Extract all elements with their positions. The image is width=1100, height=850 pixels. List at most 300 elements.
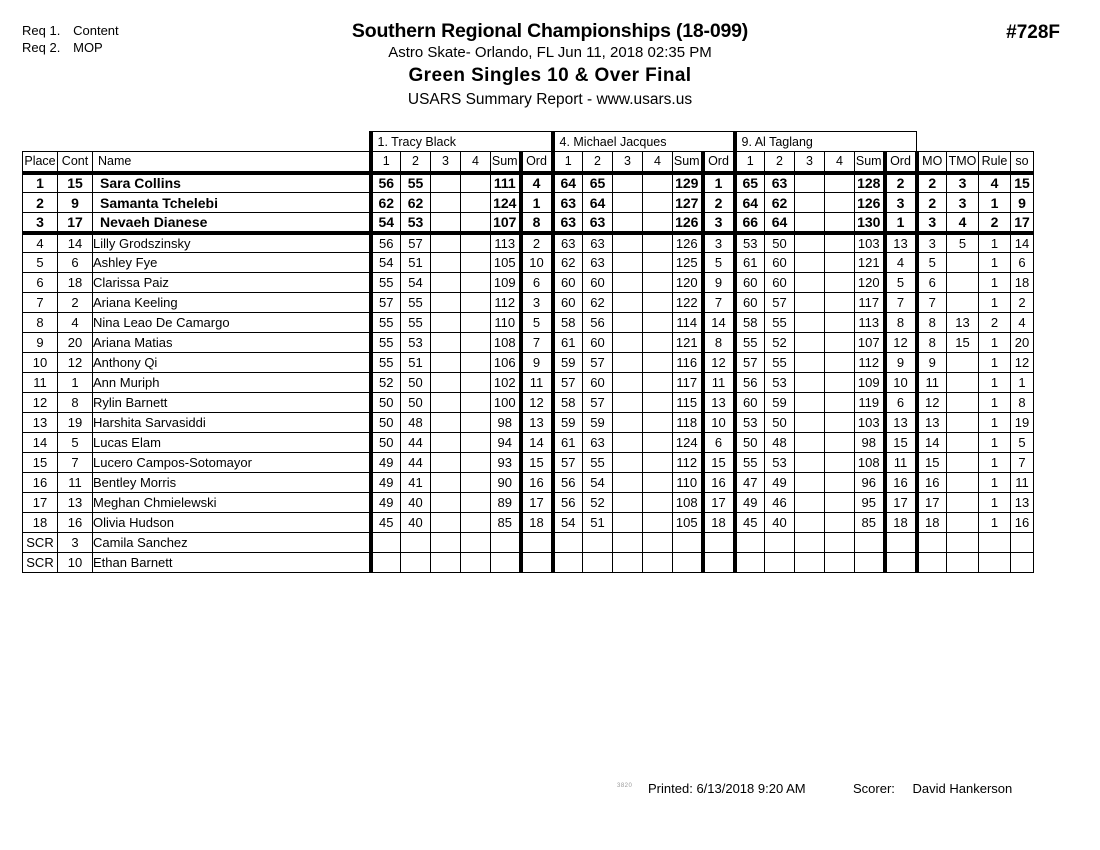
table-row[interactable]: [23, 493, 1034, 513]
col-header-j3-s2: 2: [765, 152, 795, 173]
cell-judge2-score3: [613, 553, 643, 573]
judge-3-name: 9. Al Taglang: [735, 132, 917, 152]
cell-mo: 6: [917, 273, 947, 293]
cell-judge3-score2: 46: [765, 493, 795, 513]
cell-judge2-score3: [613, 273, 643, 293]
cell-judge3-score1: 56: [735, 373, 765, 393]
cell-judge2-score1: 56: [553, 473, 583, 493]
cell-place: 10: [23, 353, 58, 373]
cell-judge3-score1: 60: [735, 293, 765, 313]
cell-judge3-score1: 60: [735, 273, 765, 293]
cell-so: 13: [1011, 493, 1034, 513]
cell-rule: 1: [979, 233, 1011, 253]
cell-judge3-ord: 15: [885, 433, 917, 453]
cell-judge1-sum: 94: [491, 433, 521, 453]
cell-so: 19: [1011, 413, 1034, 433]
cell-judge3-score1: 47: [735, 473, 765, 493]
cell-judge3-score3: [795, 193, 825, 213]
table-row[interactable]: [23, 533, 1034, 553]
cell-name: Anthony Qi: [93, 353, 371, 373]
cell-judge1-sum: 102: [491, 373, 521, 393]
cell-judge1-score4: [461, 473, 491, 493]
cell-so: 1: [1011, 373, 1034, 393]
cell-judge3-score2: 53: [765, 453, 795, 473]
cell-mo: 17: [917, 493, 947, 513]
cell-cont: 17: [58, 213, 93, 233]
col-header-j1-s2: 2: [401, 152, 431, 173]
cell-tmo: [947, 413, 979, 433]
cell-rule: 1: [979, 433, 1011, 453]
cell-judge1-sum: [491, 553, 521, 573]
cell-judge3-score4: [825, 453, 855, 473]
cell-judge1-score3: [431, 313, 461, 333]
cell-judge2-score4: [643, 253, 673, 273]
cell-judge2-sum: 121: [673, 333, 703, 353]
cell-judge3-score4: [825, 353, 855, 373]
cell-judge2-score3: [613, 533, 643, 553]
cell-judge2-ord: 12: [703, 353, 735, 373]
cell-judge1-sum: 124: [491, 193, 521, 213]
cell-rule: [979, 533, 1011, 553]
cell-judge3-sum: 130: [855, 213, 885, 233]
cell-judge2-ord: 18: [703, 513, 735, 533]
cell-judge3-ord: 5: [885, 273, 917, 293]
cell-judge3-score1: 66: [735, 213, 765, 233]
cell-judge1-sum: 105: [491, 253, 521, 273]
cell-judge2-score3: [613, 453, 643, 473]
cell-judge3-score1: 55: [735, 453, 765, 473]
cell-name: Ariana Matias: [93, 333, 371, 353]
cell-judge1-ord: 5: [521, 313, 553, 333]
cell-judge2-sum: 115: [673, 393, 703, 413]
cell-so: 20: [1011, 333, 1034, 353]
cell-judge1-score2: 44: [401, 453, 431, 473]
results-sheet: [22, 131, 1034, 573]
cell-judge3-score4: [825, 313, 855, 333]
cell-judge1-score1: 50: [371, 393, 401, 413]
col-header-cont: Cont: [58, 152, 93, 173]
cell-judge2-sum: 118: [673, 413, 703, 433]
cell-tmo: 5: [947, 233, 979, 253]
cell-judge2-score4: [643, 233, 673, 253]
cell-judge1-score3: [431, 373, 461, 393]
cell-judge3-sum: 107: [855, 333, 885, 353]
cell-name: Samanta Tchelebi: [93, 193, 371, 213]
cell-judge2-ord: 3: [703, 233, 735, 253]
cell-judge1-score3: [431, 173, 461, 193]
cell-judge3-score3: [795, 513, 825, 533]
cell-judge2-score1: [553, 553, 583, 573]
requirement-2-label: Req: [22, 40, 46, 55]
cell-judge1-score3: [431, 433, 461, 453]
cell-name: Ashley Fye: [93, 253, 371, 273]
cell-judge3-ord: 10: [885, 373, 917, 393]
cell-judge3-sum: 95: [855, 493, 885, 513]
cell-judge2-score2: 55: [583, 453, 613, 473]
cell-judge3-sum: [855, 533, 885, 553]
cell-judge2-score2: 62: [583, 293, 613, 313]
printed-info: [648, 781, 806, 796]
cell-judge2-score1: 63: [553, 233, 583, 253]
cell-judge1-sum: 98: [491, 413, 521, 433]
cell-so: 5: [1011, 433, 1034, 453]
document-number: #728F: [1006, 22, 1060, 43]
cell-judge2-score3: [613, 413, 643, 433]
cell-judge1-sum: 106: [491, 353, 521, 373]
cell-judge3-score1: 55: [735, 333, 765, 353]
cell-judge1-ord: 9: [521, 353, 553, 373]
cell-judge1-sum: 110: [491, 313, 521, 333]
cell-judge2-score4: [643, 393, 673, 413]
cell-mo: 14: [917, 433, 947, 453]
cell-place: 3: [23, 213, 58, 233]
cell-judge1-score4: [461, 513, 491, 533]
cell-name: Lucero Campos-Sotomayor: [93, 453, 371, 473]
cell-judge3-score2: 50: [765, 413, 795, 433]
cell-judge3-ord: 7: [885, 293, 917, 313]
cell-mo: 8: [917, 313, 947, 333]
cell-cont: 19: [58, 413, 93, 433]
cell-judge2-score1: 59: [553, 353, 583, 373]
cell-mo: 18: [917, 513, 947, 533]
cell-judge2-sum: 114: [673, 313, 703, 333]
cell-judge1-score2: 57: [401, 233, 431, 253]
cell-judge1-sum: 85: [491, 513, 521, 533]
cell-judge1-sum: 93: [491, 453, 521, 473]
cell-tmo: [947, 493, 979, 513]
cell-judge1-ord: 17: [521, 493, 553, 513]
cell-judge2-ord: 6: [703, 433, 735, 453]
cell-judge1-sum: 107: [491, 213, 521, 233]
col-header-j3-s3: 3: [795, 152, 825, 173]
cell-judge2-score2: 56: [583, 313, 613, 333]
cell-judge3-ord: 1: [885, 213, 917, 233]
cell-tmo: [947, 453, 979, 473]
judge-group-row: [23, 132, 1034, 152]
cell-place: 16: [23, 473, 58, 493]
cell-judge1-score4: [461, 393, 491, 413]
cell-judge1-score4: [461, 193, 491, 213]
table-row[interactable]: [23, 393, 1034, 413]
table-row[interactable]: [23, 233, 1034, 253]
col-header-so: so: [1011, 152, 1034, 173]
table-row[interactable]: [23, 413, 1034, 433]
cell-mo: 2: [917, 193, 947, 213]
cell-judge2-sum: [673, 553, 703, 573]
col-header-j1-s3: 3: [431, 152, 461, 173]
cell-name: Meghan Chmielewski: [93, 493, 371, 513]
cell-cont: 5: [58, 433, 93, 453]
cell-judge2-sum: 129: [673, 173, 703, 193]
cell-judge3-sum: 103: [855, 413, 885, 433]
cell-judge3-score4: [825, 533, 855, 553]
cell-name: Lucas Elam: [93, 433, 371, 453]
cell-judge3-ord: 6: [885, 393, 917, 413]
cell-judge3-score3: [795, 553, 825, 573]
cell-place: 2: [23, 193, 58, 213]
cell-cont: 14: [58, 233, 93, 253]
cell-so: 14: [1011, 233, 1034, 253]
cell-judge3-ord: 9: [885, 353, 917, 373]
cell-judge3-ord: 17: [885, 493, 917, 513]
cell-place: 14: [23, 433, 58, 453]
cell-judge2-ord: 17: [703, 493, 735, 513]
cell-judge2-ord: 3: [703, 213, 735, 233]
cell-judge1-score2: 53: [401, 213, 431, 233]
cell-cont: 15: [58, 173, 93, 193]
cell-judge2-sum: 125: [673, 253, 703, 273]
cell-judge2-score2: 63: [583, 213, 613, 233]
cell-judge3-ord: 13: [885, 233, 917, 253]
col-header-j1-s4: 4: [461, 152, 491, 173]
cell-judge1-score1: 62: [371, 193, 401, 213]
cell-judge2-score1: 57: [553, 453, 583, 473]
cell-rule: 4: [979, 173, 1011, 193]
cell-judge3-score3: [795, 533, 825, 553]
cell-judge2-score2: 52: [583, 493, 613, 513]
cell-place: 12: [23, 393, 58, 413]
cell-judge3-score3: [795, 233, 825, 253]
cell-judge2-score3: [613, 333, 643, 353]
cell-judge2-sum: 126: [673, 213, 703, 233]
col-header-j2-sum: Sum: [673, 152, 703, 173]
cell-judge3-score4: [825, 413, 855, 433]
cell-judge1-score2: 55: [401, 173, 431, 193]
cell-mo: 13: [917, 413, 947, 433]
table-row[interactable]: [23, 313, 1034, 333]
cell-mo: 12: [917, 393, 947, 413]
cell-judge2-ord: 16: [703, 473, 735, 493]
cell-judge2-sum: 122: [673, 293, 703, 313]
cell-mo: [917, 553, 947, 573]
col-header-j3-s4: 4: [825, 152, 855, 173]
table-row[interactable]: [23, 373, 1034, 393]
cell-judge1-score1: 55: [371, 333, 401, 353]
cell-judge3-score3: [795, 433, 825, 453]
cell-place: 17: [23, 493, 58, 513]
cell-judge2-score2: 57: [583, 353, 613, 373]
cell-judge3-score2: 40: [765, 513, 795, 533]
cell-so: 11: [1011, 473, 1034, 493]
col-header-mo: MO: [917, 152, 947, 173]
cell-place: 18: [23, 513, 58, 533]
cell-judge3-score4: [825, 233, 855, 253]
cell-cont: 12: [58, 353, 93, 373]
cell-judge3-ord: 3: [885, 193, 917, 213]
report-subtitle: USARS Summary Report - www.usars.us: [407, 91, 693, 108]
cell-judge3-score1: [735, 553, 765, 573]
scorer-label: Scorer:: [853, 781, 895, 796]
table-row[interactable]: [23, 293, 1034, 313]
cell-judge2-score4: [643, 213, 673, 233]
cell-judge3-score2: 63: [765, 173, 795, 193]
cell-place: 1: [23, 173, 58, 193]
cell-judge3-score3: [795, 373, 825, 393]
table-row[interactable]: [23, 453, 1034, 473]
cell-judge1-sum: 109: [491, 273, 521, 293]
cell-judge3-sum: 121: [855, 253, 885, 273]
cell-so: 7: [1011, 453, 1034, 473]
cell-judge2-sum: 120: [673, 273, 703, 293]
cell-judge3-score4: [825, 173, 855, 193]
table-row[interactable]: [23, 273, 1034, 293]
cell-judge2-score1: 56: [553, 493, 583, 513]
cell-judge2-score1: 54: [553, 513, 583, 533]
cell-judge3-score2: 64: [765, 213, 795, 233]
table-row[interactable]: [23, 553, 1034, 573]
cell-judge1-score3: [431, 553, 461, 573]
cell-judge3-score4: [825, 333, 855, 353]
table-row[interactable]: [23, 333, 1034, 353]
cell-name: Lilly Grodszinsky: [93, 233, 371, 253]
cell-judge2-score3: [613, 373, 643, 393]
col-header-j2-s4: 4: [643, 152, 673, 173]
cell-judge1-score4: [461, 253, 491, 273]
cell-so: 17: [1011, 213, 1034, 233]
cell-judge2-score2: 63: [583, 233, 613, 253]
cell-judge1-score3: [431, 413, 461, 433]
cell-judge1-ord: 8: [521, 213, 553, 233]
table-row[interactable]: [23, 253, 1034, 273]
cell-judge1-sum: 100: [491, 393, 521, 413]
cell-so: 12: [1011, 353, 1034, 373]
cell-judge2-score3: [613, 493, 643, 513]
cell-judge3-score3: [795, 213, 825, 233]
cell-name: Nina Leao De Camargo: [93, 313, 371, 333]
judge-banner-spacer: [23, 132, 371, 152]
cell-judge3-sum: 108: [855, 453, 885, 473]
cell-cont: 3: [58, 533, 93, 553]
cell-judge2-score2: 60: [583, 273, 613, 293]
cell-judge3-score1: 65: [735, 173, 765, 193]
cell-judge1-score1: 50: [371, 413, 401, 433]
cell-tmo: 13: [947, 313, 979, 333]
cell-judge2-score2: 57: [583, 393, 613, 413]
cell-judge2-sum: 117: [673, 373, 703, 393]
cell-judge1-score1: 55: [371, 273, 401, 293]
cell-so: 16: [1011, 513, 1034, 533]
cell-judge2-ord: 7: [703, 293, 735, 313]
cell-so: 15: [1011, 173, 1034, 193]
cell-judge1-ord: 12: [521, 393, 553, 413]
cell-judge1-score2: 40: [401, 513, 431, 533]
table-row[interactable]: [23, 353, 1034, 373]
judge-1-name: 1. Tracy Black: [371, 132, 553, 152]
col-header-j2-ord: Ord: [703, 152, 735, 173]
cell-judge1-ord: 6: [521, 273, 553, 293]
col-header-place: Place: [23, 152, 58, 173]
cell-judge1-sum: 90: [491, 473, 521, 493]
cell-cont: 2: [58, 293, 93, 313]
cell-judge1-score1: 57: [371, 293, 401, 313]
cell-judge2-score4: [643, 433, 673, 453]
cell-judge3-ord: 16: [885, 473, 917, 493]
cell-judge3-score4: [825, 373, 855, 393]
table-row[interactable]: [23, 173, 1034, 193]
cell-judge1-score1: 50: [371, 433, 401, 453]
cell-judge2-score4: [643, 413, 673, 433]
cell-judge2-score4: [643, 533, 673, 553]
cell-judge2-sum: [673, 533, 703, 553]
cell-judge1-score3: [431, 533, 461, 553]
cell-judge2-sum: 108: [673, 493, 703, 513]
cell-judge1-sum: 112: [491, 293, 521, 313]
cell-judge1-score2: 50: [401, 373, 431, 393]
cell-judge3-ord: 2: [885, 173, 917, 193]
cell-judge1-score1: 49: [371, 453, 401, 473]
footer-code: 3820: [617, 783, 633, 789]
cell-judge2-score4: [643, 193, 673, 213]
cell-judge3-score4: [825, 293, 855, 313]
cell-judge3-score4: [825, 553, 855, 573]
cell-judge3-score4: [825, 193, 855, 213]
cell-judge1-sum: 113: [491, 233, 521, 253]
cell-judge3-score4: [825, 213, 855, 233]
table-row[interactable]: [23, 193, 1034, 213]
table-row[interactable]: [23, 473, 1034, 493]
cell-judge1-sum: [491, 533, 521, 553]
table-row[interactable]: [23, 213, 1034, 233]
cell-judge1-score1: 45: [371, 513, 401, 533]
cell-judge3-score3: [795, 273, 825, 293]
cell-judge1-score4: [461, 353, 491, 373]
cell-judge2-score2: 60: [583, 373, 613, 393]
cell-judge3-score3: [795, 493, 825, 513]
cell-judge1-score3: [431, 233, 461, 253]
cell-rule: 1: [979, 353, 1011, 373]
cell-judge3-score1: 57: [735, 353, 765, 373]
cell-mo: 3: [917, 213, 947, 233]
cell-cont: 9: [58, 193, 93, 213]
cell-judge2-score3: [613, 393, 643, 413]
cell-judge3-score2: 52: [765, 333, 795, 353]
cell-judge3-score3: [795, 393, 825, 413]
cell-judge3-score3: [795, 313, 825, 333]
cell-judge1-ord: 10: [521, 253, 553, 273]
cell-rule: 1: [979, 393, 1011, 413]
cell-judge2-ord: [703, 553, 735, 573]
cell-judge3-ord: 4: [885, 253, 917, 273]
cell-judge1-score3: [431, 513, 461, 533]
judge-2-name: 4. Michael Jacques: [553, 132, 735, 152]
cell-judge3-ord: 18: [885, 513, 917, 533]
cell-judge1-score4: [461, 313, 491, 333]
table-row[interactable]: [23, 513, 1034, 533]
cell-judge2-score1: 58: [553, 313, 583, 333]
cell-name: Ariana Keeling: [93, 293, 371, 313]
cell-judge1-score3: [431, 193, 461, 213]
cell-judge2-score1: 58: [553, 393, 583, 413]
cell-so: 8: [1011, 393, 1034, 413]
table-row[interactable]: [23, 433, 1034, 453]
cell-judge2-score4: [643, 313, 673, 333]
cell-judge3-sum: 117: [855, 293, 885, 313]
cell-judge2-score4: [643, 553, 673, 573]
cell-judge1-score3: [431, 353, 461, 373]
cell-tmo: [947, 553, 979, 573]
cell-judge3-ord: 11: [885, 453, 917, 473]
cell-judge1-score1: 54: [371, 253, 401, 273]
requirement-2-text: MOP: [73, 40, 103, 55]
printed-value: 6/13/2018 9:20 AM: [696, 781, 806, 796]
cell-judge2-score2: 65: [583, 173, 613, 193]
col-header-j3-s1: 1: [735, 152, 765, 173]
cell-judge2-score2: 60: [583, 333, 613, 353]
cell-judge3-score3: [795, 173, 825, 193]
cell-judge2-ord: 9: [703, 273, 735, 293]
cell-judge1-score3: [431, 493, 461, 513]
printed-label: Printed:: [648, 781, 693, 796]
